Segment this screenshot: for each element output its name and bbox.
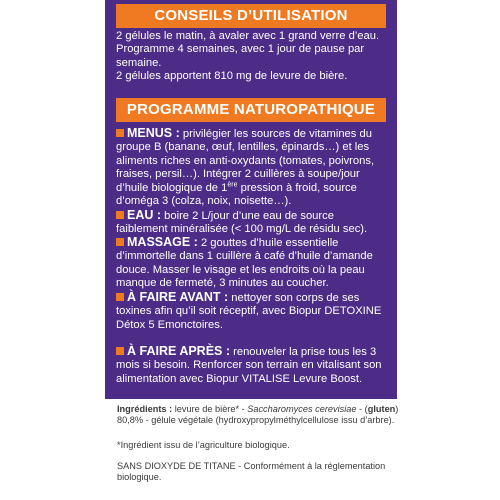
bullet-square-icon <box>116 211 124 219</box>
program-heading: PROGRAMME NATUROPATHIQUE <box>116 98 386 122</box>
bullet-square-icon <box>116 293 124 301</box>
allergen-gluten: gluten <box>367 404 396 414</box>
program-entry-apres <box>116 345 388 386</box>
superscript: ère <box>227 180 238 188</box>
entry-text-continued: pression à froid, source d’oméga 3 (colza, noix, noisette…). <box>116 181 357 208</box>
entry-text: renouveler la prise tous les 3 mois si besoin. Renforcer son terrain en vitalisant son alimentation avec Biopur VITALISE Levure Boost. <box>116 346 382 385</box>
organic-note: *Ingrédient issu de l’agriculture biologique. <box>117 440 290 450</box>
entry-text: boire 2 L/jour d’une eau de source faiblement minéralisée (< 100 mg/L de résidu sec). <box>116 210 368 236</box>
titanium-note: SANS DIOXYDE DE TITANE - Conformément à la réglementation biologique. <box>117 461 386 483</box>
program-entry-avant <box>116 291 388 332</box>
ingredients-part: levure de bière* - <box>172 404 248 414</box>
ingredients-part: ) 80,8% - gélule végétale (hydroxypropylméthylcellulose issu d’arbre). <box>117 404 399 426</box>
entry-text: nettoyer son corps de ses toxines afin qu’il soit réceptif, avec Biopur DETOXINE Détox 5 Emonctoires. <box>116 292 382 331</box>
bullet-square-icon <box>116 347 124 355</box>
entry-text: 2 gouttes d’huile essentielle d’immortelle dans 1 cuillère à café d’huile d’amande douce. Masser le visage et les endroits où la peau manque de fermeté, 3 minutes au coucher. <box>116 237 373 290</box>
entry-label: EAU : <box>127 208 162 222</box>
entry-label: À FAIRE AVANT : <box>127 290 229 304</box>
instructions-panel <box>105 0 397 399</box>
ingredients-label: Ingrédients : <box>117 404 173 414</box>
dose-text: 2 gélules apportent 810 mg de levure de bière. <box>116 70 348 82</box>
program-entry-massage <box>116 236 388 291</box>
entry-text: privilégier les sources de vitamines du groupe B (banane, œuf, lentilles, épinards…) et les aliments riches en anti-oxydants (tomates, poivrons, fraises, persil…). Intégrer 2 cuillères à soupe/jour d’huile biologique de 1 <box>116 128 375 194</box>
program-entry-menus <box>116 127 388 208</box>
species-name: Saccharomyces cerevisiae <box>247 404 357 414</box>
ingredients-text <box>117 404 402 426</box>
entry-label: MENUS : <box>127 126 180 140</box>
entry-label: À FAIRE APRÈS : <box>127 344 231 358</box>
program-entry-eau <box>116 209 388 237</box>
bullet-square-icon <box>116 129 124 137</box>
usage-text: 2 gélules le matin, à avaler avec 1 grand verre d’eau. Programme 4 semaines, avec 1 jour de pause par semaine. <box>116 30 380 69</box>
ingredients-part: - ( <box>356 404 368 414</box>
entry-label: MASSAGE : <box>127 235 198 249</box>
bullet-square-icon <box>116 238 124 246</box>
usage-heading: CONSEILS D’UTILISATION <box>116 4 386 28</box>
